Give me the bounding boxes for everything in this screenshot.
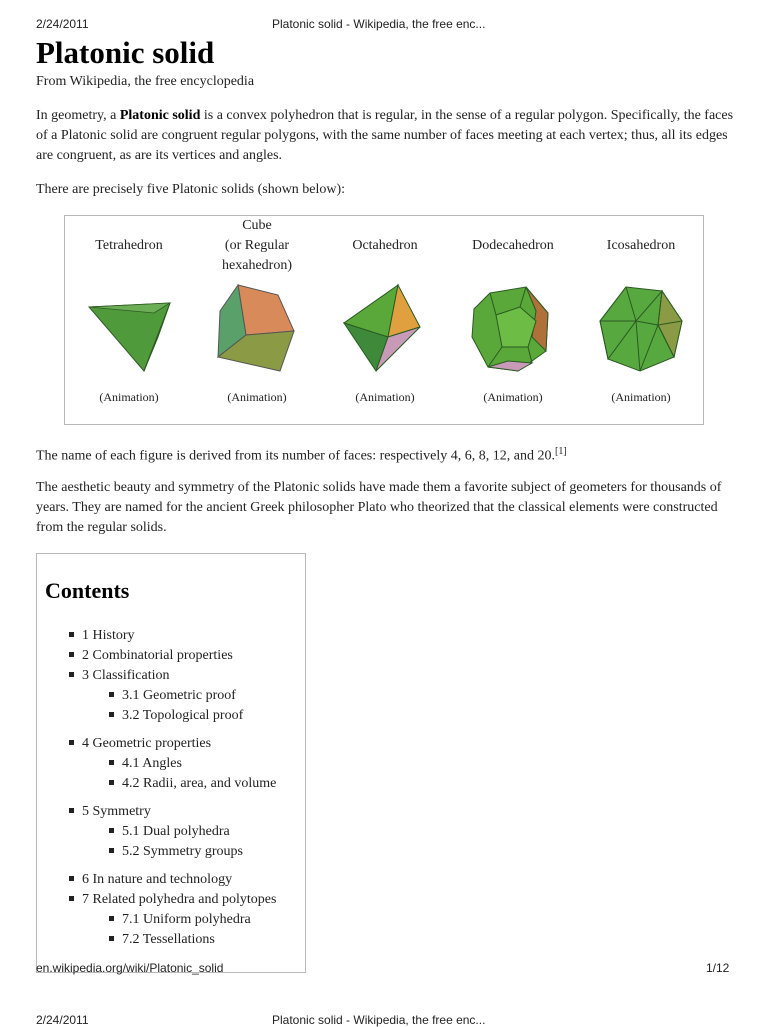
- solid-cube: [193, 216, 321, 424]
- toc-title: Contents: [45, 578, 130, 603]
- toc-item[interactable]: [69, 734, 276, 754]
- intro-paragraph: [36, 106, 736, 166]
- print-title: Platonic solid - Wikipedia, the free enc...: [272, 17, 486, 31]
- bullet-icon: [69, 876, 74, 881]
- solid-name: Dodecahedron: [472, 238, 554, 253]
- solid-name-line-1: Cube: [242, 218, 272, 233]
- page-title: Platonic solid: [36, 35, 215, 70]
- bullet-icon: [109, 848, 114, 853]
- bullet-icon: [109, 692, 114, 697]
- name-paragraph: [36, 442, 736, 467]
- toc-subitem[interactable]: [109, 774, 276, 794]
- solid-dodecahedron: [449, 216, 577, 424]
- toc-list: [69, 626, 276, 950]
- bullet-icon: [69, 896, 74, 901]
- toc-item[interactable]: [69, 870, 276, 890]
- intro-after: is a convex polyhedron that is regular, in the sense of a regular polygon. Specifically, the faces of a Platonic solid are congruent regular polygons, with the same number of faces meeting at each vertex; thus, all its edges are congruent, as are its vertices and angles.: [36, 108, 734, 163]
- bullet-icon: [69, 808, 74, 813]
- bullet-icon: [109, 760, 114, 765]
- solid-name-line-2: (or Regular: [224, 238, 290, 253]
- bullet-icon: [69, 740, 74, 745]
- toc-item[interactable]: [69, 666, 276, 686]
- animation-link[interactable]: (Animation): [611, 390, 671, 404]
- toc-subitem-label[interactable]: 7.2 Tessellations: [122, 932, 215, 947]
- animation-link[interactable]: (Animation): [483, 390, 543, 404]
- toc-subitem-label[interactable]: 5.1 Dual polyhedra: [122, 824, 230, 839]
- solid-icosahedron: [577, 216, 705, 424]
- animation-link[interactable]: (Animation): [355, 390, 415, 404]
- toc-item[interactable]: [69, 890, 276, 910]
- toc-subitem-label[interactable]: 3.1 Geometric proof: [122, 688, 236, 703]
- toc-item-label[interactable]: 7 Related polyhedra and polytopes: [82, 892, 277, 907]
- toc-item[interactable]: [69, 802, 276, 822]
- solid-name-line-3: hexahedron): [222, 258, 292, 273]
- intro-before: In geometry, a: [36, 108, 120, 123]
- name-sentence: The name of each figure is derived from its number of faces: respectively 4, 6, 8, 12, and 20.: [36, 448, 555, 464]
- citation-link[interactable]: [1]: [555, 446, 567, 457]
- toc-item[interactable]: [69, 646, 276, 666]
- toc-subitem[interactable]: [109, 754, 276, 774]
- five-solids-sentence: There are precisely five Platonic solids (shown below):: [36, 182, 346, 197]
- footer-page-number: 1/12: [706, 961, 730, 975]
- solid-name: Icosahedron: [606, 238, 676, 253]
- toc-subitem-label[interactable]: 5.2 Symmetry groups: [122, 844, 243, 859]
- toc-subitem-label[interactable]: 7.1 Uniform polyhedra: [122, 912, 251, 927]
- toc-subitem-label[interactable]: 3.2 Topological proof: [122, 708, 244, 723]
- toc-item-label[interactable]: 2 Combinatorial properties: [82, 648, 233, 663]
- toc-item-label[interactable]: 5 Symmetry: [82, 804, 151, 819]
- solids-gallery: [64, 215, 704, 425]
- table-of-contents: [36, 553, 306, 973]
- toc-subitem[interactable]: [109, 822, 276, 842]
- toc-item-label[interactable]: 3 Classification: [82, 668, 170, 683]
- solid-name: Tetrahedron: [95, 238, 163, 253]
- cube-icon[interactable]: [212, 281, 302, 375]
- aesthetic-paragraph: The aesthetic beauty and symmetry of the Platonic solids have made them a favorite subject of geometers for thousands of years. They are named for the ancient Greek philosopher Plato who theorized that the classical elements were constructed from the regular solids.: [36, 480, 722, 535]
- toc-subitem-label[interactable]: 4.1 Angles: [122, 756, 182, 771]
- next-page-date: 2/24/2011: [36, 1013, 89, 1027]
- bullet-icon: [109, 828, 114, 833]
- dodecahedron-icon[interactable]: [468, 281, 558, 375]
- toc-subitem-label[interactable]: 4.2 Radii, area, and volume: [122, 776, 277, 791]
- toc-subitem[interactable]: [109, 686, 276, 706]
- toc-item[interactable]: [69, 626, 276, 646]
- bullet-icon: [109, 780, 114, 785]
- animation-link[interactable]: (Animation): [227, 390, 287, 404]
- intro-bold-term[interactable]: Platonic solid: [119, 108, 201, 123]
- toc-subitem[interactable]: [109, 842, 276, 862]
- solid-octahedron: [321, 216, 449, 424]
- toc-subitem[interactable]: [109, 930, 276, 950]
- next-page-title: Platonic solid - Wikipedia, the free enc...: [272, 1013, 486, 1027]
- tetrahedron-icon[interactable]: [84, 281, 174, 375]
- bullet-icon: [109, 916, 114, 921]
- page-subtitle: From Wikipedia, the free encyclopedia: [36, 74, 255, 89]
- bullet-icon: [109, 712, 114, 717]
- icosahedron-icon[interactable]: [596, 281, 686, 375]
- octahedron-icon[interactable]: [340, 281, 430, 375]
- toc-subitem[interactable]: [109, 910, 276, 930]
- bullet-icon: [69, 672, 74, 677]
- toc-item-label[interactable]: 6 In nature and technology: [82, 872, 233, 887]
- solid-name: Octahedron: [352, 238, 418, 253]
- toc-subitem[interactable]: [109, 706, 276, 726]
- animation-link[interactable]: (Animation): [99, 390, 159, 404]
- toc-item-label[interactable]: 1 History: [82, 628, 135, 643]
- solid-tetrahedron: [65, 216, 193, 424]
- toc-item-label[interactable]: 4 Geometric properties: [82, 736, 212, 751]
- footer-url: en.wikipedia.org/wiki/Platonic_solid: [36, 961, 224, 975]
- bullet-icon: [69, 652, 74, 657]
- bullet-icon: [109, 936, 114, 941]
- bullet-icon: [69, 632, 74, 637]
- print-date: 2/24/2011: [36, 17, 89, 31]
